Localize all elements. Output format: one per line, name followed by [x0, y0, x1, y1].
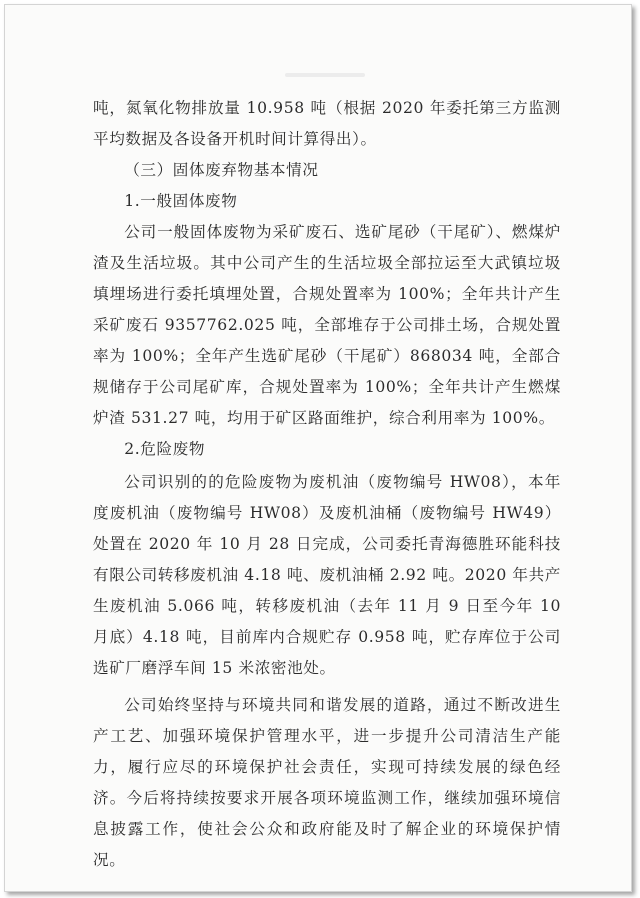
paragraph-conclusion: 公司始终坚持与环境共同和谐发展的道路，通过不断改进生产工艺、加强环境保护管理水平，进一步提升公司清洁生产能力，履行应尽的环境保护社会责任，实现可持续发展的绿色经济。今后将持续按要求开展各项环境监测工作，继续加强环境信息披露工作，使社会公众和政府能及时了解企业的环境保护情况。 — [93, 696, 561, 869]
header-smudge — [285, 73, 365, 77]
subheading-general-solid-waste: 1.一般固体废物 — [124, 192, 238, 210]
section-heading-solid-waste: （三）固体废弃物基本情况 — [124, 161, 319, 179]
paragraph-general-solid-waste: 公司一般固体废物为采矿废石、选矿尾砂（干尾矿）、燃煤炉渣及生活垃圾。其中公司产生的生活垃圾全部拉运至大武镇垃圾填埋场进行委托填埋处置，合规处置率为 100%；全年共计产生采矿废石 9357762.025 吨，全部堆存于公司排土场，合规处置率为 100%；全年产生选矿尾砂（干尾矿）868034 吨，全部合规储存于公司尾矿库，合规处置率为 100%；全年共计产生燃煤炉渣 531.27 吨，均用于矿区路面维护，综合利用率为 100%。 — [93, 223, 561, 427]
document-page — [4, 4, 632, 892]
paragraph-emissions-continued: 吨，氮氧化物排放量 10.958 吨（根据 2020 年委托第三方监测平均数据及各设备开机时间计算得出）。 — [93, 99, 561, 148]
paragraph-hazardous-waste: 公司识别的的危险废物为废机油（废物编号 HW08），本年度废机油（废物编号 HW08）及废机油桶（废物编号 HW49）处置在 2020 年 10 月 28 日完成，公司委托青海德胜环能科技有限公司转移废机油 4.18 吨、废机油桶 2.92 吨。2020 年共产生废机油 5.066 吨，转移废机油（去年 11 月 9 日至今年 10 月底）4.18 吨，目前库内合规贮存 0.958 吨，贮存库位于公司选矿厂磨浮车间 15 米浓密池处。 — [93, 473, 561, 677]
document-body — [93, 93, 561, 876]
subheading-hazardous-waste: 2.危险废物 — [124, 440, 206, 458]
